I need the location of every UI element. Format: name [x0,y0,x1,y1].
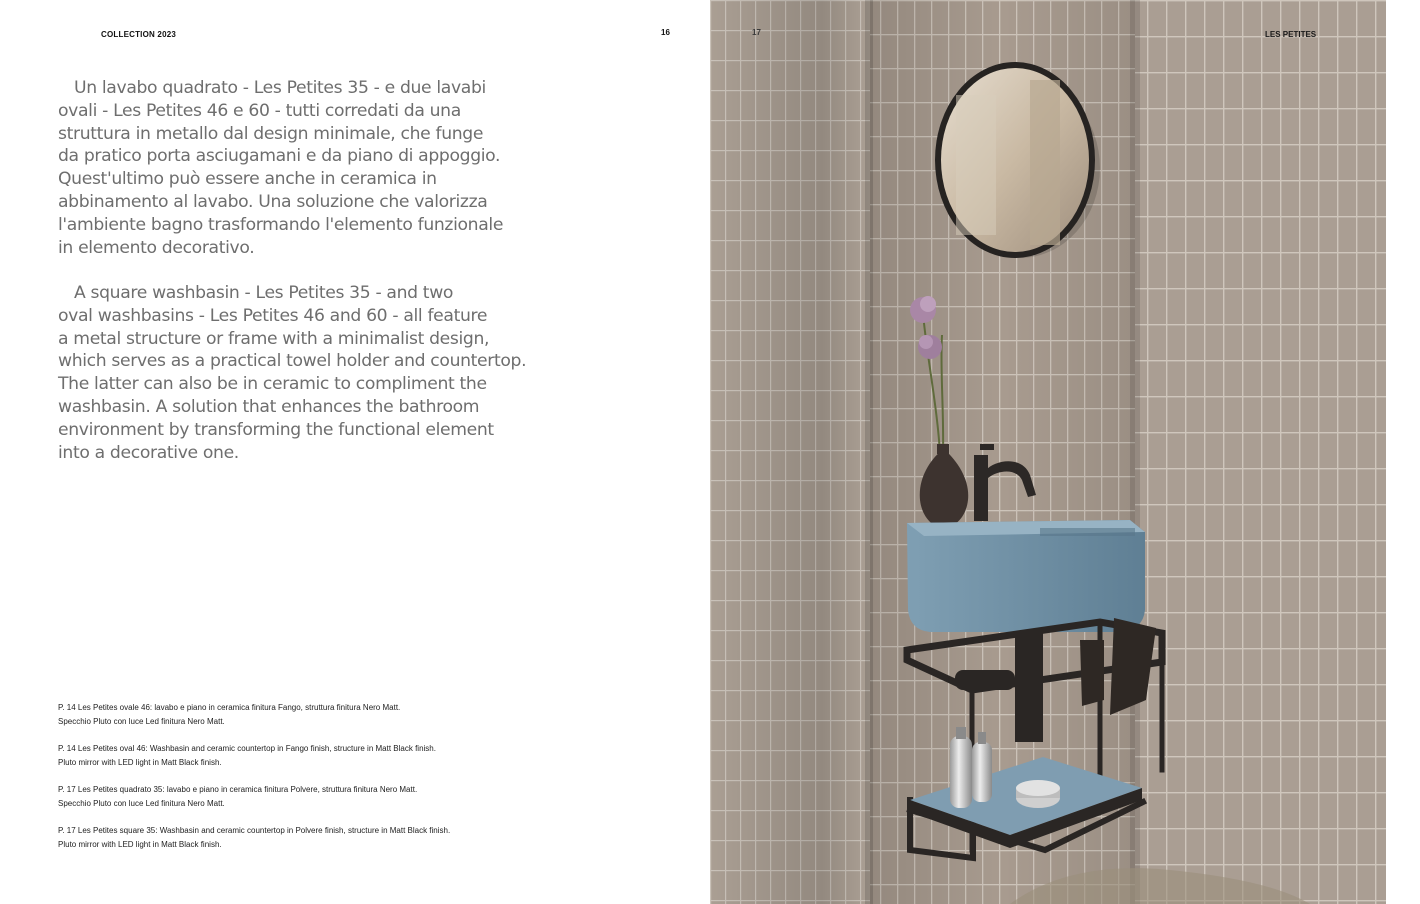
text-line: Quest'ultimo può essere anche in ceramica in [58,169,437,190]
text-line: abbinamento al lavabo. Una soluzione che valorizza [58,191,488,212]
paragraph-english [58,282,527,464]
text-line: washbasin. A solution that enhances the bathroom [58,396,480,417]
bathroom-photo [710,0,1386,904]
text-line: The latter can also be in ceramic to compliment the [58,374,487,395]
page-number-right: 17 [752,28,761,37]
square-washbasin [907,520,1145,632]
paragraph-italian [58,77,518,259]
right-page [710,0,1420,904]
text-line: struttura in metallo dal design minimale, che funge [58,123,484,144]
running-header-left: COLLECTION 2023 [101,30,177,39]
text-line: A square washbasin - Les Petites 35 - and two [74,283,454,303]
running-header-right: LES PETITES [1265,30,1317,39]
text-line: environment by transforming the functional element [58,419,494,440]
caption-it-p14: P. 14 Les Petites ovale 46: lavabo e piano in ceramica finitura Fango, struttura finitura Nero Matt. Specchio Pluto con luce Led finitura Nero Matt. [58,703,401,726]
caption-it-p17: P. 17 Les Petites quadrato 35: lavabo e piano in ceramica finitura Polvere, struttura finitura Nero Matt. Specchio Pluto con luce Led finitura Nero Matt. [58,785,418,808]
text-line: da pratico porta asciugamani e da piano di appoggio. [58,146,501,167]
text-line: a metal structure or frame with a minimalist design, [58,328,490,349]
text-line: l'ambiente bagno trasformando l'elemento funzionale [58,214,504,235]
photo-captions [58,701,518,865]
caption-en-p17: P. 17 Les Petites square 35: Washbasin and ceramic countertop in Polvere finish, structure in Matt Black finish. Pluto mirror with LED light in Matt Black finish. [58,826,451,849]
text-line: into a decorative one. [58,442,239,463]
text-line: Un lavabo quadrato - Les Petites 35 - e due lavabi [74,78,486,98]
caption-en-p14: P. 14 Les Petites oval 46: Washbasin and ceramic countertop in Fango finish, structure in Matt Black finish. Pluto mirror with LED light in Matt Black finish. [58,744,436,767]
text-line: in elemento decorativo. [58,237,255,258]
text-line: oval washbasins - Les Petites 46 and 60 - all feature [58,305,488,326]
wall-right [1135,0,1386,904]
text-line: ovali - Les Petites 46 e 60 - tutti corredati da una [58,100,461,121]
text-line: which serves as a practical towel holder and countertop. [58,351,527,372]
page-number-left: 16 [661,28,670,37]
